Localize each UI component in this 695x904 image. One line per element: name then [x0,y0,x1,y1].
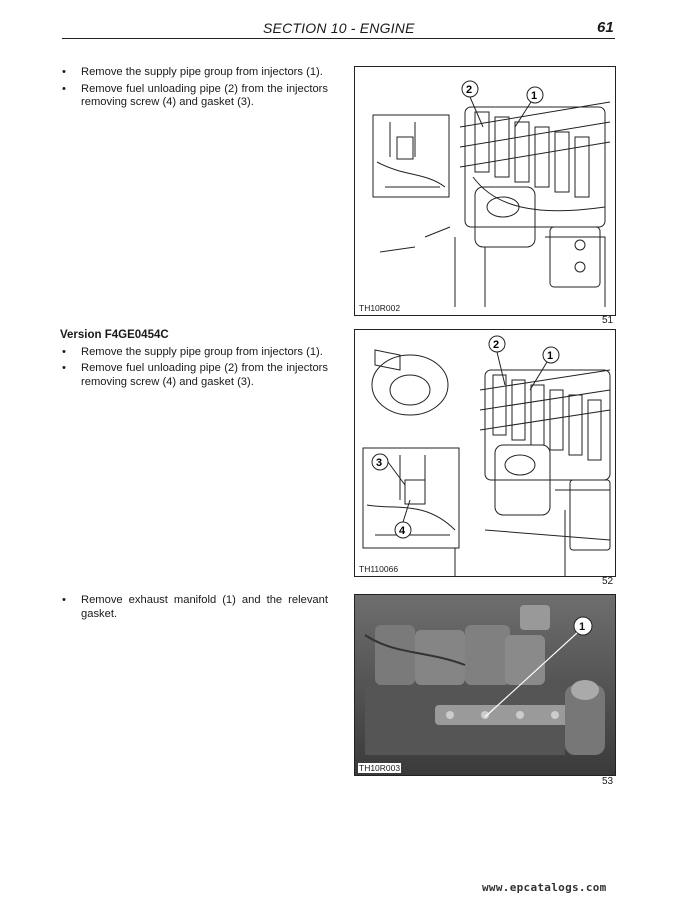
bullet-item: • Remove the supply pipe group from injectors (1). [60,66,328,80]
bullet-item: • Remove fuel unloading pipe (2) from the injectors removing screw (4) and gasket (3). [60,83,328,110]
engine-photo [355,595,615,775]
bullet-item: • Remove exhaust manifold (1) and the relevant gasket. [60,594,328,621]
section-title: SECTION 10 - ENGINE [263,20,415,36]
callout-3: 3 [376,457,383,469]
figure-code: TH10R002 [359,303,401,313]
callout-1: 1 [531,90,538,102]
engine-line-drawing [355,67,615,315]
figure-53 [354,594,616,776]
version-heading: Version F4GE0454C [60,329,169,341]
figure-code: TH110066 [359,564,399,574]
callout-1: 1 [547,350,554,362]
header-rule [62,38,615,39]
bullet-item: • Remove fuel unloading pipe (2) from the injectors removing screw (4) and gasket (3). [60,362,328,389]
page-number: 61 [597,19,614,36]
engine-line-drawing [355,330,615,576]
detail-inset [373,115,449,197]
bullet-list [60,594,328,621]
callout-2: 2 [466,84,473,96]
instruction-block-2 [60,329,328,392]
bullet-item: • Remove the supply pipe group from injectors (1). [60,346,328,360]
figure-code: TH10R003 [359,763,401,773]
figure-number: 53 [602,776,614,787]
bullet-list [60,66,328,110]
figure-51 [354,66,616,316]
callout-2: 2 [493,339,500,351]
figure-number: 51 [602,315,614,326]
figure-52 [354,329,616,577]
instruction-block-1 [60,66,328,113]
callout-1: 1 [579,621,586,633]
callout-4: 4 [399,525,406,537]
watermark: www.epcatalogs.com [482,881,607,894]
instruction-block-3 [60,594,328,624]
figure-number: 52 [602,576,614,587]
bullet-list [60,346,328,390]
